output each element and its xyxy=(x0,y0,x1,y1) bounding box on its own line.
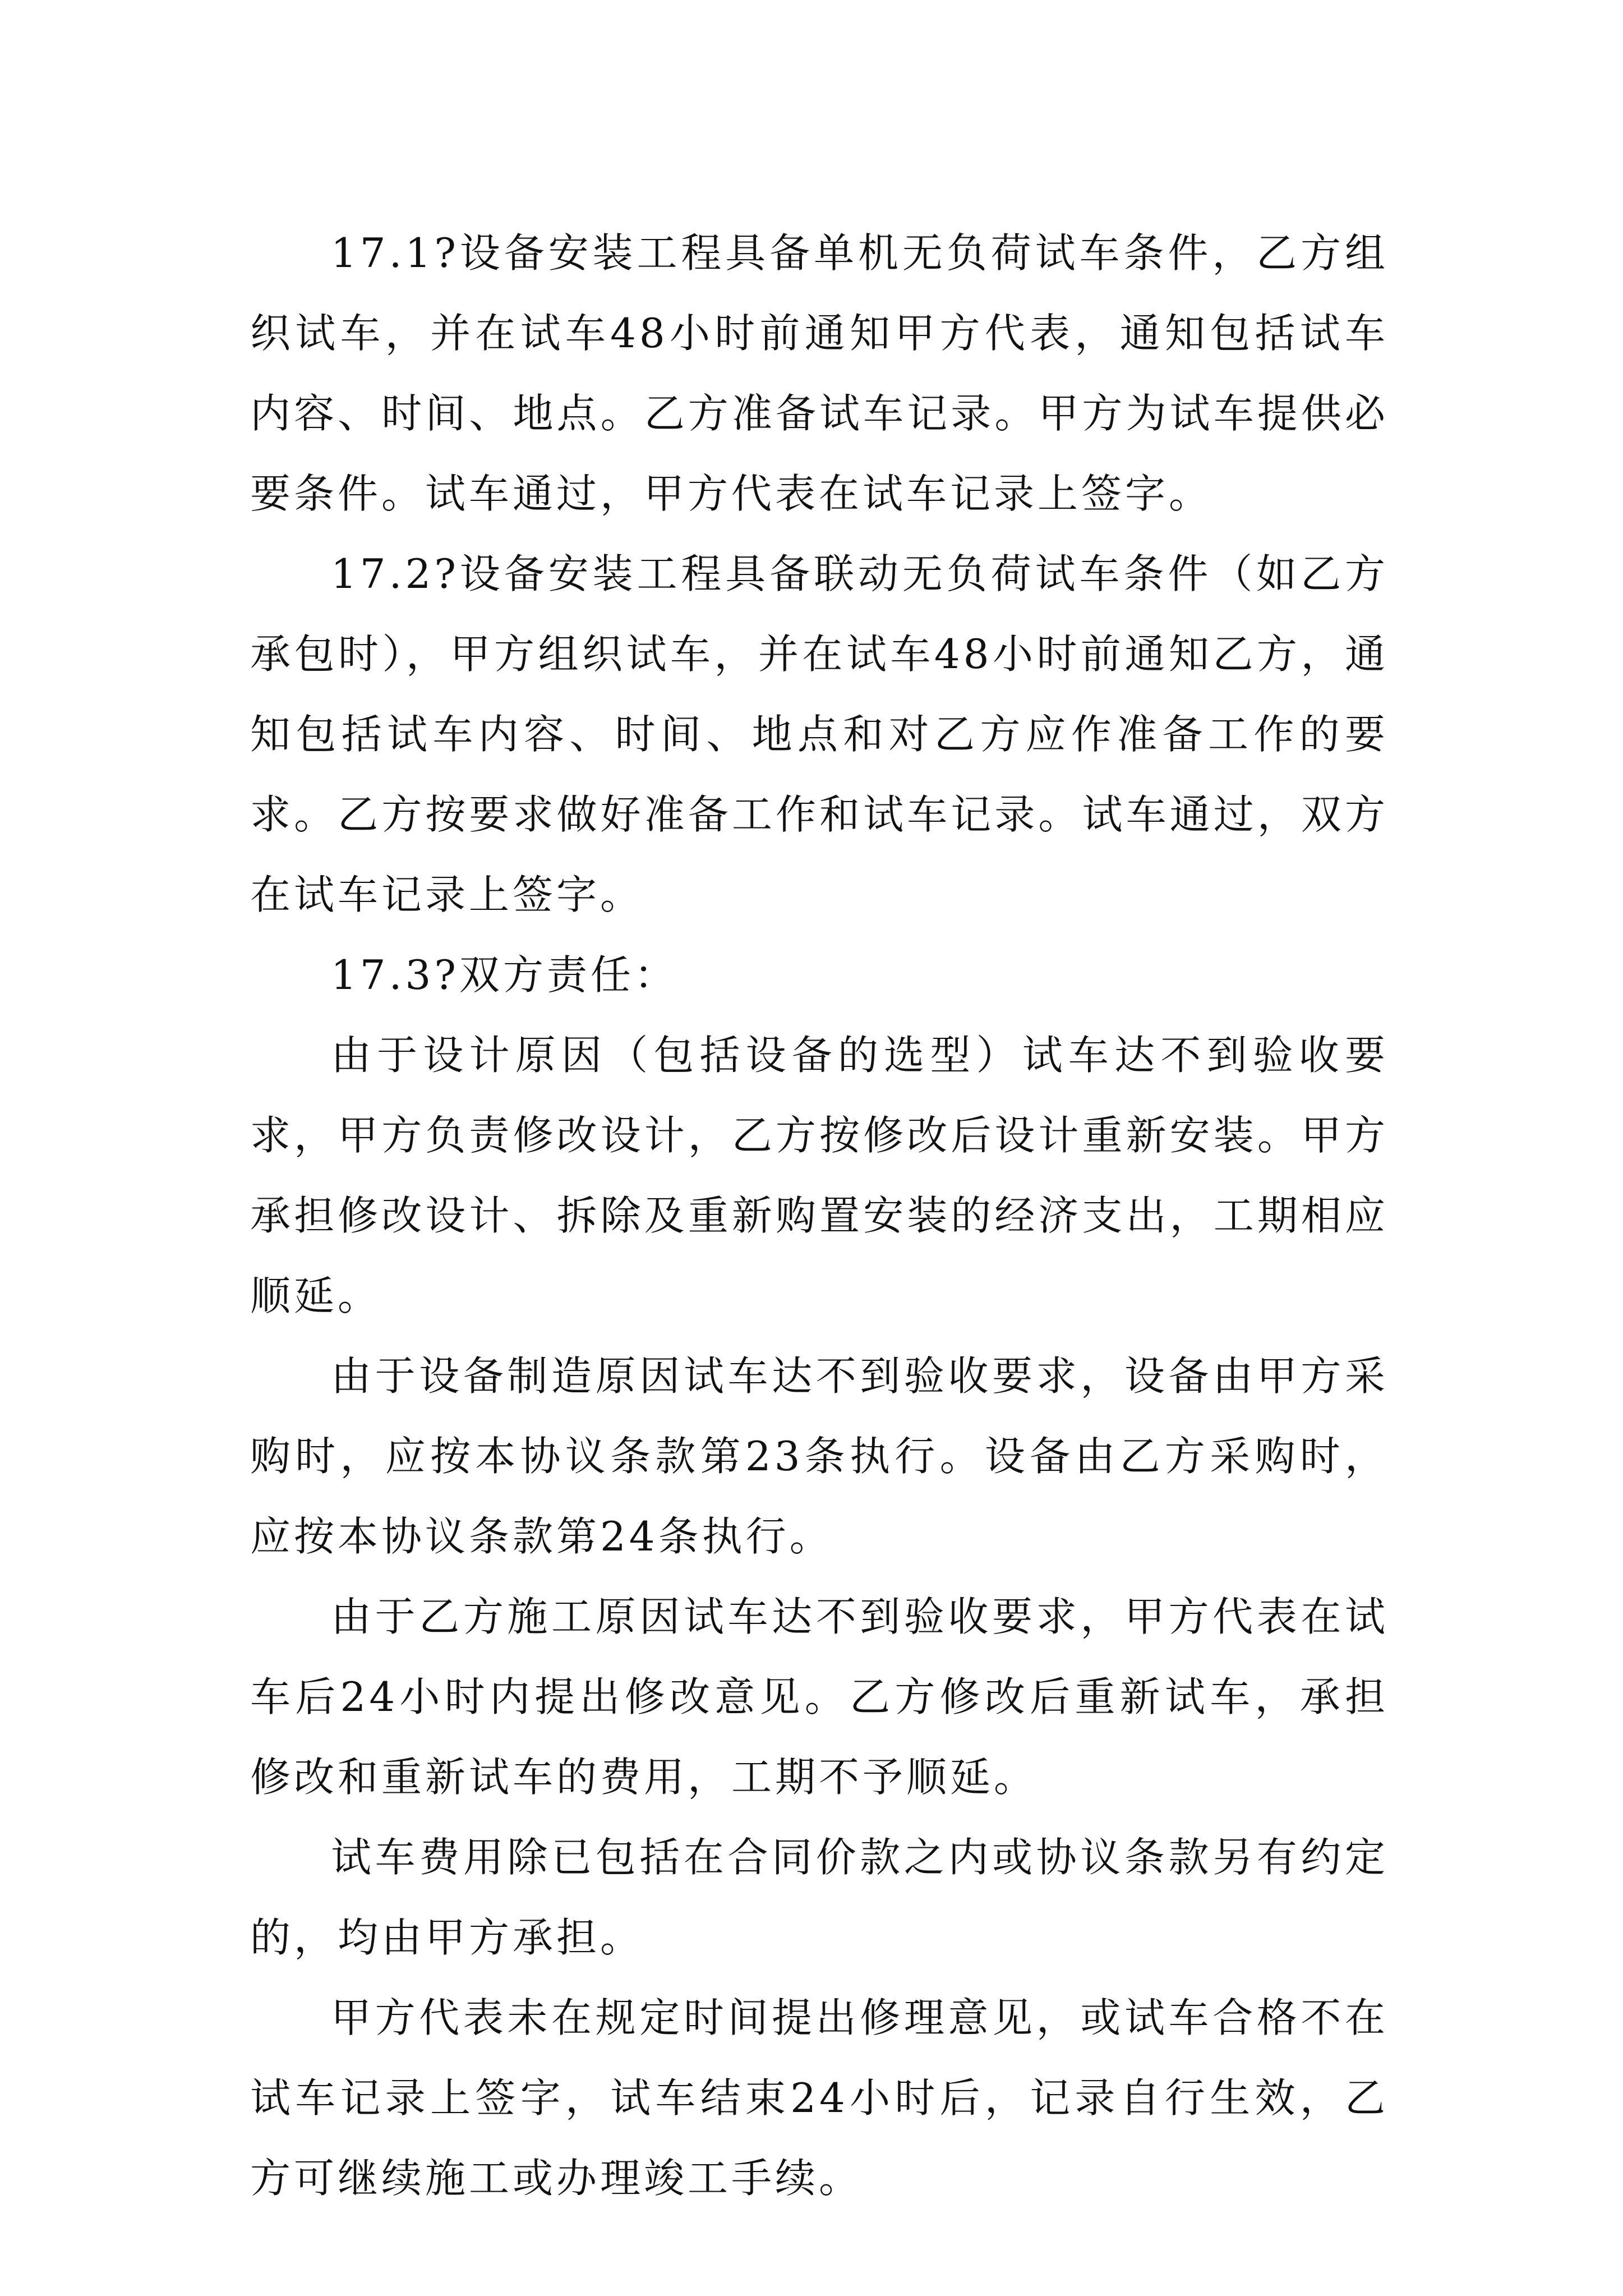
paragraph-17-1: 17.1?设备安装工程具备单机无负荷试车条件，乙方组织试车，并在试车48小时前通知甲方代表，通知包括试车内容、时间、地点。乙方准备试车记录。甲方为试车提供必要条件。试车通过，甲方代表在试车记录上签字。 xyxy=(250,229,1389,517)
document-body xyxy=(250,213,1389,2219)
paragraph-test-costs: 试车费用除已包括在合同价款之内或协议条款另有约定的，均由甲方承担。 xyxy=(250,1834,1389,1961)
paragraph-construction-cause: 由于乙方施工原因试车达不到验收要求，甲方代表在试车后24小时内提出修改意见。乙方修改后重新试车，承担修改和重新试车的费用，工期不予顺延。 xyxy=(250,1593,1389,1801)
paragraph-manufacturing-cause: 由于设备制造原因试车达不到验收要求，设备由甲方采购时，应按本协议条款第23条执行。设备由乙方采购时，应按本协议条款第24条执行。 xyxy=(250,1352,1389,1560)
paragraph-17-2: 17.2?设备安装工程具备联动无负荷试车条件（如乙方承包时），甲方组织试车，并在试车48小时前通知乙方，通知包括试车内容、时间、地点和对乙方应作准备工作的要求。乙方按要求做好准备工作和试车记录。试车通过，双方在试车记录上签字。 xyxy=(250,550,1389,918)
paragraph-design-cause: 由于设计原因（包括设备的选型）试车达不到验收要求，甲方负责修改设计，乙方按修改后设计重新安装。甲方承担修改设计、拆除及重新购置安装的经济支出，工期相应顺延。 xyxy=(250,1032,1389,1319)
paragraph-17-3-heading: 17.3?双方责任： xyxy=(331,951,678,999)
paragraph-record-validity: 甲方代表未在规定时间提出修理意见，或试车合格不在试车记录上签字，试车结束24小时后，记录自行生效，乙方可继续施工或办理竣工手续。 xyxy=(250,1994,1389,2202)
